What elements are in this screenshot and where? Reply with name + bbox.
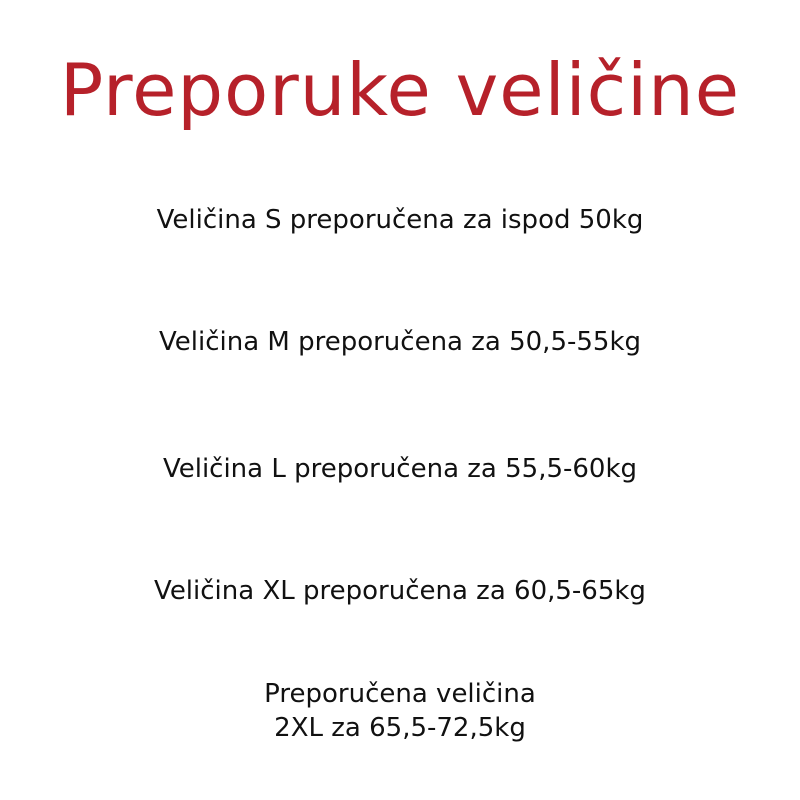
page-title: Preporuke veličine xyxy=(59,48,741,132)
size-xl-text: Veličina XL preporučena za 60,5-65kg xyxy=(154,576,646,606)
size-xl-recommendation xyxy=(0,574,800,608)
size-m-text: Veličina M preporučena za 50,5-55kg xyxy=(158,327,642,357)
size-l-text: Veličina L preporučena za 55,5-60kg xyxy=(162,454,638,484)
size-m-recommendation xyxy=(0,325,800,359)
size-2xl-text-line2: 2XL za 65,5-72,5kg xyxy=(274,713,526,743)
size-2xl-text-line1: Preporučena veličina xyxy=(264,679,536,709)
size-s-text: Veličina S preporučena za ispod 50kg xyxy=(156,205,644,235)
size-s-recommendation xyxy=(0,203,800,237)
size-2xl-recommendation xyxy=(0,677,800,745)
size-l-recommendation xyxy=(0,452,800,486)
